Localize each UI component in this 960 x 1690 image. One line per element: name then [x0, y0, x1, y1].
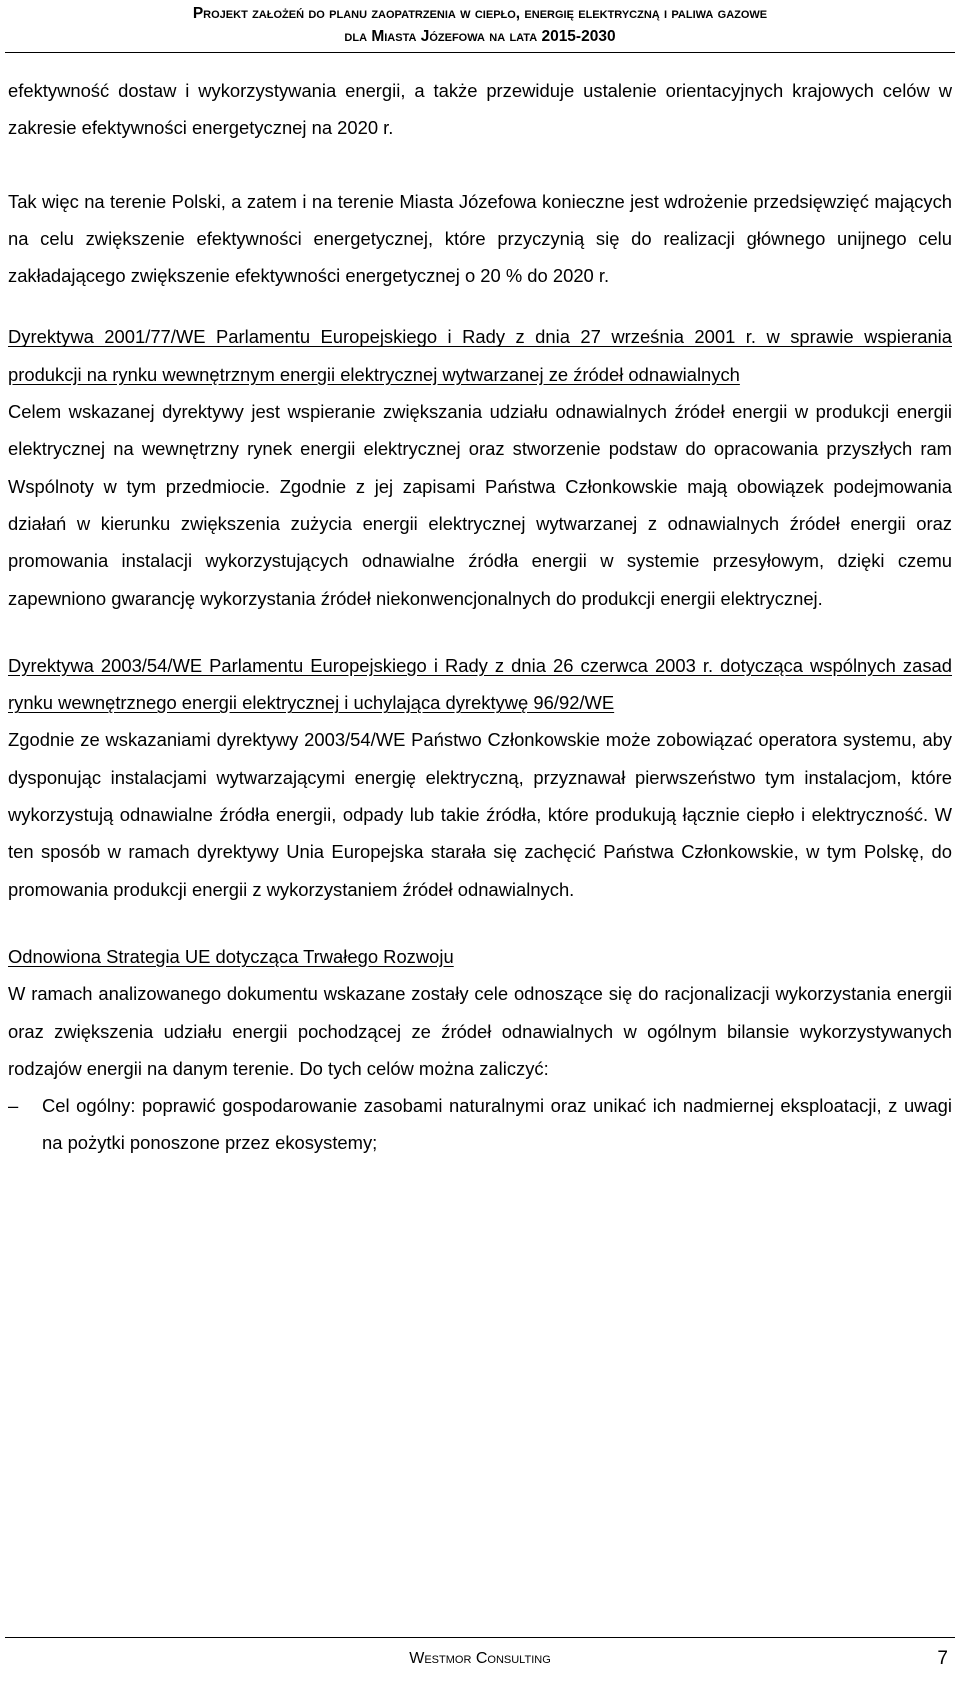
bullet-dash: – — [8, 1095, 19, 1117]
header-title-line2: dla Miasta Józefowa na lata 2015-2030 — [344, 28, 616, 45]
footer-divider — [5, 1637, 955, 1638]
heading-eu-strategy: Odnowiona Strategia UE dotycząca Trwałego Rozwoju — [8, 945, 454, 967]
paragraph-continuation: efektywność dostaw i wykorzystywania energii, a także przewiduje ustalenie orientacyjnych krajowych celów w zakresie efektywności energetycznej na 2020 r. — [8, 80, 952, 139]
paragraph-directive-2003-54: Zgodnie ze wskazaniami dyrektywy 2003/54/WE Państwo Członkowskie może zobowiązać operatora systemu, aby dysponując instalacjami wytwarzającymi energię elektryczną, przyznawał pierwszeństwo tym instalacjom, które wykorzystują odnawialne źródła energii, odpady lub takie źródła, które produkują łącznie ciepło i elektryczność. W ten sposób w ramach dyrektywy Unia Europejska starała się zachęcić Państwa Członkowskie, w tym Polskę, do promowania produkcji energii z wykorzystaniem źródeł odnawialnych. — [8, 729, 952, 900]
header-title-line1: Projekt założeń do planu zaopatrzenia w ciepło, energię elektryczną i paliwa gazowe — [192, 5, 768, 22]
list-item — [8, 1087, 952, 1162]
page-number: 7 — [937, 1648, 948, 1669]
footer-company: Westmor Consulting — [409, 1650, 551, 1667]
document-body — [8, 72, 952, 1162]
heading-directive-2001-77: Dyrektywa 2001/77/WE Parlamentu Europejskiego i Rady z dnia 27 września 2001 r. w sprawie wspierania produkcji na rynku wewnętrznym energii elektrycznej wytwarzanej ze źródeł odnawialnych — [8, 326, 952, 385]
paragraph-poland-efficiency: Tak więc na terenie Polski, a zatem i na terenie Miasta Józefowa konieczne jest wdrożenie przedsięwzięć mających na celu zwiększenie efektywności energetycznej, które przyczynią się do realizacji głównego unijnego celu zakładającego zwiększenie efektywności energetycznej o 20 % do 2020 r. — [8, 190, 952, 287]
paragraph-eu-strategy: W ramach analizowanego dokumentu wskazane zostały cele odnoszące się do racjonalizacji wykorzystania energii oraz zwiększenia udziału energii pochodzącej ze źródeł odnawialnych w ogólnym bilansie wykorzystywanych rodzajów energii na danym terenie. Do tych celów można zaliczyć: — [8, 983, 952, 1079]
paragraph-directive-2001-77: Celem wskazanej dyrektywy jest wspieranie zwiększania udziału odnawialnych źródeł energii w produkcji energii elektrycznej na wewnętrzny rynek energii elektrycznej oraz stworzenie podstaw do opracowania przyszłych ram Wspólnoty w tym przedmiocie. Zgodnie z jej zapisami Państwa Członkowskie mają obowiązek podejmowania działań w kierunku zwiększenia zużycia energii elektrycznej wytwarzanej z odnawialnych źródeł energii oraz promowania instalacji wykorzystujących odnawialne źródła energii w systemie przesyłowym, dzięki czemu zapewniono gwarancję wykorzystania źródeł niekonwencjonalnych do produkcji energii elektrycznej. — [8, 401, 952, 609]
heading-directive-2003-54: Dyrektywa 2003/54/WE Parlamentu Europejskiego i Rady z dnia 26 czerwca 2003 r. dotycząca wspólnych zasad rynku wewnętrznego energii elektrycznej i uchylająca dyrektywę 96/92/WE — [8, 654, 952, 714]
list-item-text: Cel ogólny: poprawić gospodarowanie zasobami naturalnymi oraz unikać ich nadmiernej eksploatacji, z uwagi na pożytki ponoszone przez ekosystemy; — [42, 1095, 952, 1154]
header-divider — [5, 52, 955, 53]
